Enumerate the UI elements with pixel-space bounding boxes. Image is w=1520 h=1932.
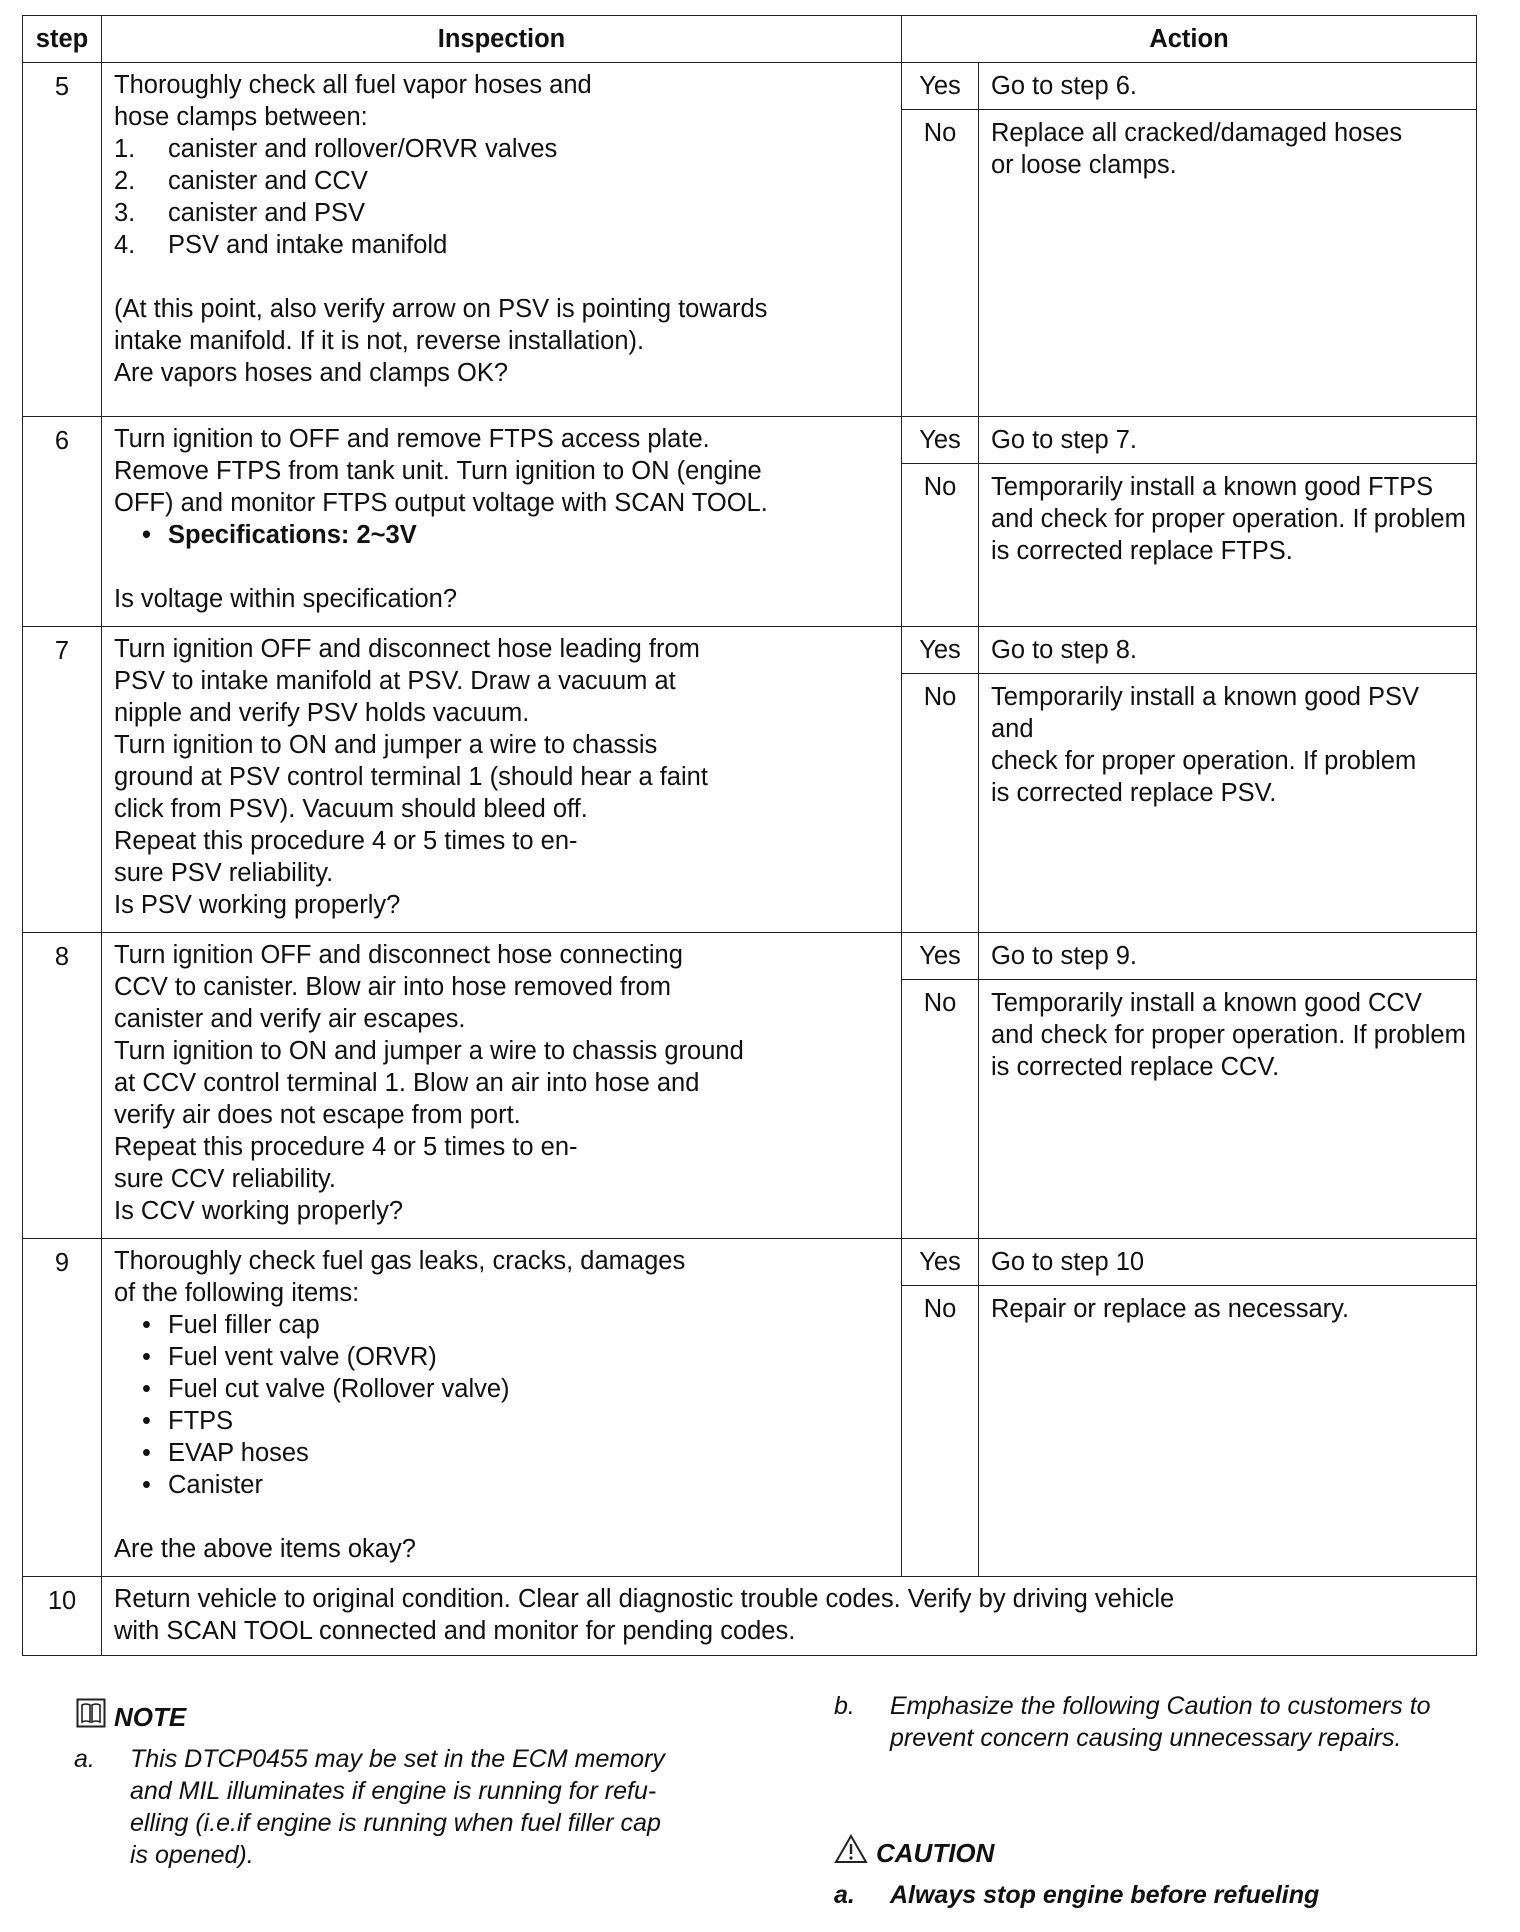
step-number: 9	[23, 1239, 102, 1577]
inspection-line: at CCV control terminal 1. Blow an air into hose and	[114, 1069, 700, 1097]
numbered-item: 4. PSV and intake manifold	[114, 231, 448, 259]
list-item: • FTPS	[114, 1405, 891, 1437]
inspection-line: Turn ignition to ON and jumper a wire to chassis	[114, 731, 658, 759]
inspection-line: Thoroughly check fuel gas leaks, cracks, damages	[114, 1247, 686, 1275]
caution-item: a. Always stop engine before refueling	[834, 1881, 1320, 1909]
header-step: step	[23, 16, 102, 63]
inspection-line: with SCAN TOOL connected and monitor for pending codes.	[114, 1617, 796, 1645]
inspection-line: Turn ignition to OFF and remove FTPS access plate.	[114, 425, 710, 453]
diagnostic-table	[22, 15, 1477, 1656]
answer-cell	[902, 417, 1477, 627]
inspection-line: Turn ignition OFF and disconnect hose leading from	[114, 635, 700, 663]
step-number: 6	[23, 417, 102, 627]
list-item: • EVAP hoses	[114, 1437, 891, 1469]
inspection-line: CCV to canister. Blow air into hose removed from	[114, 973, 671, 1001]
inspection-line: Repeat this procedure 4 or 5 times to en-	[114, 827, 578, 855]
specification-bullet: • Specifications: 2~3V	[114, 519, 891, 551]
inspection-line: hose clamps between:	[114, 103, 368, 131]
table-row	[23, 933, 1477, 1239]
numbered-item: 1. canister and rollover/ORVR valves	[114, 135, 558, 163]
inspection-line: sure CCV reliability.	[114, 1165, 337, 1193]
note-item: a. This DTCP0455 may be set in the ECM memory and MIL illuminates if engine is running for refu- elling (i.e.if engine is running when fuel filler cap is opened).	[74, 1745, 665, 1869]
inspection-line: intake manifold. If it is not, reverse installation).	[114, 327, 645, 355]
table-row	[23, 627, 1477, 933]
answer-cell	[902, 1239, 1477, 1577]
book-icon	[76, 1698, 106, 1735]
step-number: 10	[23, 1577, 102, 1656]
inspection-line: Return vehicle to original condition. Clear all diagnostic trouble codes. Verify by driving vehicle	[114, 1585, 1175, 1613]
inspection-line: click from PSV). Vacuum should bleed off.	[114, 795, 588, 823]
caution-heading	[834, 1834, 1494, 1871]
inspection-question: Is PSV working properly?	[114, 891, 401, 919]
inspection-line: Turn ignition to ON and jumper a wire to chassis ground	[114, 1037, 744, 1065]
yes-row: Yes Go to step 9.	[902, 933, 1476, 980]
note-item-b: b. Emphasize the following Caution to customers to prevent concern causing unnecessary repairs.	[834, 1692, 1431, 1752]
inspection-line: ground at PSV control terminal 1 (should hear a faint	[114, 763, 708, 791]
header-action: Action	[902, 16, 1477, 63]
table-row	[23, 63, 1477, 417]
answer-cell	[902, 627, 1477, 933]
inspection-line: (At this point, also verify arrow on PSV is pointing towards	[114, 295, 768, 323]
inspection-line: verify air does not escape from port.	[114, 1101, 521, 1129]
yes-row: Yes Go to step 10	[902, 1239, 1476, 1286]
inspection-line: Thoroughly check all fuel vapor hoses and	[114, 71, 592, 99]
table-row	[23, 417, 1477, 627]
step-number: 5	[23, 63, 102, 417]
inspection-question: Are the above items okay?	[114, 1535, 416, 1563]
inspection-line: OFF) and monitor FTPS output voltage with SCAN TOOL.	[114, 489, 768, 517]
final-step-cell	[102, 1577, 1477, 1656]
inspection-line: Turn ignition OFF and disconnect hose connecting	[114, 941, 683, 969]
note-title: NOTE	[114, 1701, 187, 1732]
inspection-line: Remove FTPS from tank unit. Turn ignition to ON (engine	[114, 457, 762, 485]
table-row	[23, 1577, 1477, 1656]
inspection-question: Is CCV working properly?	[114, 1197, 404, 1225]
answer-cell	[902, 933, 1477, 1239]
inspection-question: Are vapors hoses and clamps OK?	[114, 359, 509, 387]
warning-triangle-icon	[834, 1834, 868, 1871]
answer-cell	[902, 63, 1477, 417]
inspection-question: Is voltage within specification?	[114, 585, 458, 613]
caution-section	[834, 1690, 1494, 1911]
header-inspection: Inspection	[102, 16, 902, 63]
no-row: No Replace all cracked/damaged hoses or loose clamps.	[902, 110, 1476, 416]
no-row: No Temporarily install a known good FTPS and check for proper operation. If problem is corrected replace FTPS.	[902, 464, 1476, 626]
inspection-line: sure PSV reliability.	[114, 859, 334, 887]
yes-row: Yes Go to step 7.	[902, 417, 1476, 464]
inspection-cell	[102, 627, 902, 933]
yes-row: Yes Go to step 8.	[902, 627, 1476, 674]
yes-row: Yes Go to step 6.	[902, 63, 1476, 110]
list-item: • Fuel cut valve (Rollover valve)	[114, 1373, 891, 1405]
inspection-cell	[102, 417, 902, 627]
inspection-line: nipple and verify PSV holds vacuum.	[114, 699, 530, 727]
no-row: No Repair or replace as necessary.	[902, 1286, 1476, 1576]
list-item: • Fuel filler cap	[114, 1309, 891, 1341]
list-item: • Fuel vent valve (ORVR)	[114, 1341, 891, 1373]
step-number: 7	[23, 627, 102, 933]
table-header-row	[23, 16, 1477, 63]
numbered-item: 2. canister and CCV	[114, 167, 368, 195]
no-row: No Temporarily install a known good PSV and check for proper operation. If problem is corrected replace PSV.	[902, 674, 1476, 932]
numbered-item: 3. canister and PSV	[114, 199, 366, 227]
no-row: No Temporarily install a known good CCV and check for proper operation. If problem is corrected replace CCV.	[902, 980, 1476, 1238]
inspection-cell	[102, 63, 902, 417]
inspection-cell	[102, 1239, 902, 1577]
caution-title: CAUTION	[876, 1837, 995, 1868]
list-item: • Canister	[114, 1469, 891, 1501]
table-row	[23, 1239, 1477, 1577]
inspection-line: canister and verify air escapes.	[114, 1005, 466, 1033]
inspection-line: Repeat this procedure 4 or 5 times to en-	[114, 1133, 578, 1161]
note-section	[76, 1698, 736, 1871]
note-heading	[76, 1698, 736, 1735]
inspection-line: PSV to intake manifold at PSV. Draw a vacuum at	[114, 667, 676, 695]
inspection-cell	[102, 933, 902, 1239]
step-number: 8	[23, 933, 102, 1239]
inspection-line: of the following items:	[114, 1279, 360, 1307]
